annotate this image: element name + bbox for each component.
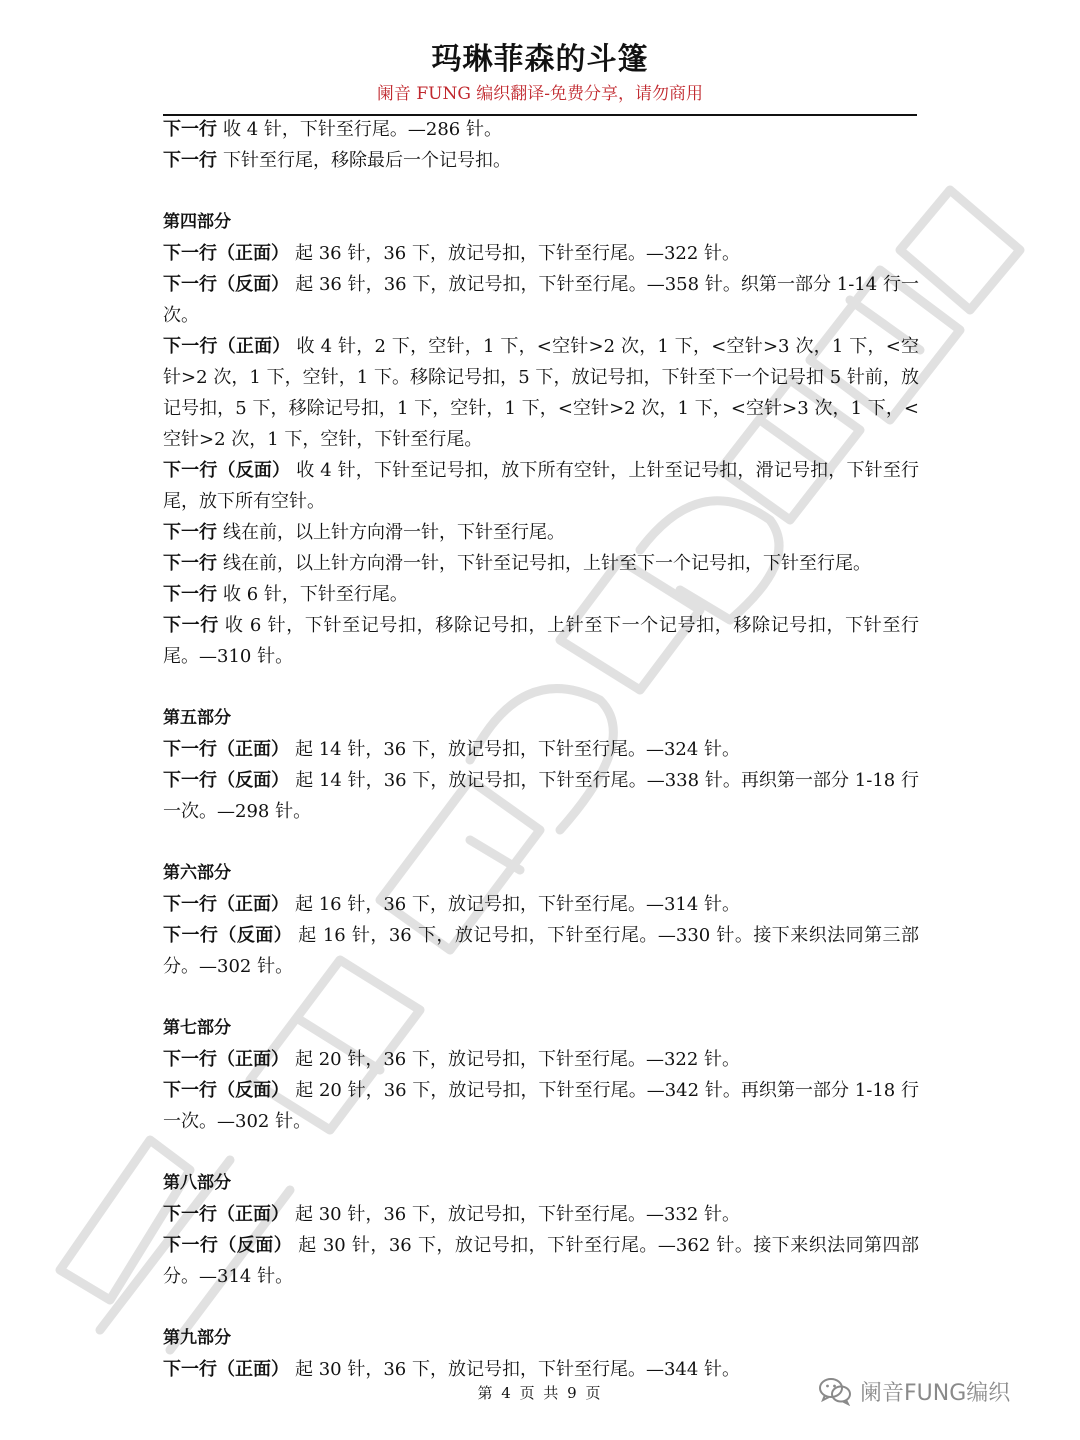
row-label: 下一行（反面） [163, 770, 290, 791]
row-text: 起 30 针，36 下，放记号扣，下针至行尾。—362 针。接下来织法同第四部分。—314 针。 [163, 1235, 920, 1287]
document-title: 玛琳菲森的斗篷 [431, 42, 649, 77]
instruction-line [163, 1075, 919, 1137]
instruction-line [163, 269, 919, 331]
instruction-line [163, 455, 919, 517]
row-label: 下一行（反面） [163, 460, 291, 481]
instruction-line [163, 548, 919, 579]
row-label: 下一行（正面） [163, 894, 289, 915]
row-text: 收 6 针，下针至记号扣，移除记号扣，上针至下一个记号扣，移除记号扣，下针至行尾。—310 针。 [163, 615, 919, 667]
instruction-line [163, 331, 919, 455]
row-label: 下一行（反面） [163, 1080, 290, 1101]
brand-watermark [818, 1374, 1010, 1408]
row-label: 下一行（正面） [163, 739, 289, 760]
instruction-line [163, 765, 919, 827]
row-label: 下一行（正面） [163, 1204, 289, 1225]
document-body [163, 114, 919, 1385]
row-label: 下一行（正面） [163, 1359, 289, 1380]
row-label: 下一行（正面） [163, 1049, 289, 1070]
section-title: 第九部分 [163, 1328, 231, 1348]
row-text: 收 6 针，下针至行尾。 [223, 584, 408, 605]
row-text: 下针至行尾，移除最后一个记号扣。 [223, 150, 511, 171]
row-text: 收 4 针，下针至记号扣，放下所有空针，上针至记号扣，滑记号扣，下针至行尾，放下所有空针。 [163, 460, 919, 512]
row-label: 下一行（反面） [163, 925, 293, 946]
row-text: 起 14 针，36 下，放记号扣，下针至行尾。—338 针。再织第一部分 1-18 行一次。—298 针。 [163, 770, 919, 822]
document-header [163, 40, 917, 106]
instruction-line [163, 1044, 919, 1075]
section-title: 第四部分 [163, 212, 231, 232]
instruction-line [163, 889, 919, 920]
instruction-line [163, 114, 919, 145]
row-text: 起 20 针，36 下，放记号扣，下针至行尾。—342 针。再织第一部分 1-18 行一次。—302 针。 [163, 1080, 919, 1132]
row-text: 起 16 针，36 下，放记号扣，下针至行尾。—314 针。 [295, 894, 741, 915]
instruction-line [163, 517, 919, 548]
instruction-line [163, 579, 919, 610]
row-label: 下一行 [163, 150, 217, 171]
row-text: 起 16 针，36 下，放记号扣，下针至行尾。—330 针。接下来织法同第三部分。—302 针。 [163, 925, 920, 977]
row-label: 下一行 [163, 553, 217, 574]
instruction-line [163, 1354, 919, 1385]
row-label: 下一行 [163, 522, 217, 543]
row-text: 收 4 针，2 下，空针，1 下，<空针>2 次，1 下，<空针>3 次，1 下，<空针>2 次，1 下，空针，1 下。移除记号扣，5 下，放记号扣，下针至下一个记号扣 5 针前，放记号扣，5 下，移除记号扣，1 下，空针，1 下，<空针>2 次，1 下，<空针>3 次，1 下，<空针>2 次，1 下，空针，下针至行尾。 [163, 336, 919, 450]
document-subtitle: 阑音 FUNG 编织翻译-免费分享，请勿商用 [376, 84, 704, 104]
row-label: 下一行（反面） [163, 1235, 293, 1256]
row-text: 起 36 针，36 下，放记号扣，下针至行尾。—358 针。织第一部分 1-14 行一次。 [163, 274, 919, 326]
page-number: 第 4 页 共 9 页 [477, 1384, 603, 1402]
section-title: 第八部分 [163, 1173, 231, 1193]
row-text: 起 14 针，36 下，放记号扣，下针至行尾。—324 针。 [295, 739, 741, 760]
row-label: 下一行 [163, 615, 219, 636]
row-text: 起 30 针，36 下，放记号扣，下针至行尾。—344 针。 [295, 1359, 741, 1380]
row-text: 起 30 针，36 下，放记号扣，下针至行尾。—332 针。 [295, 1204, 741, 1225]
row-label: 下一行（正面） [163, 336, 291, 357]
brand-name: 阑音FUNG编织 [860, 1380, 1011, 1406]
instruction-line [163, 610, 919, 672]
instruction-line [163, 1230, 919, 1292]
row-text: 线在前，以上针方向滑一针，下针至行尾。 [223, 522, 565, 543]
instruction-line [163, 734, 919, 765]
row-label: 下一行 [163, 584, 217, 605]
row-label: 下一行（正面） [163, 243, 289, 264]
section-title: 第七部分 [163, 1018, 231, 1038]
row-text: 线在前，以上针方向滑一针，下针至记号扣，上针至下一个记号扣，下针至行尾。 [223, 553, 871, 574]
row-text: 起 36 针，36 下，放记号扣，下针至行尾。—322 针。 [295, 243, 741, 264]
row-label: 下一行（反面） [163, 274, 290, 295]
section-title: 第六部分 [163, 863, 231, 883]
wechat-icon [818, 1376, 852, 1406]
instruction-line [163, 920, 919, 982]
section-title: 第五部分 [163, 708, 231, 728]
instruction-line [163, 145, 919, 176]
row-label: 下一行 [163, 119, 217, 140]
row-text: 起 20 针，36 下，放记号扣，下针至行尾。—322 针。 [295, 1049, 741, 1070]
instruction-line [163, 238, 919, 269]
row-text: 收 4 针，下针至行尾。—286 针。 [223, 119, 502, 140]
instruction-line [163, 1199, 919, 1230]
